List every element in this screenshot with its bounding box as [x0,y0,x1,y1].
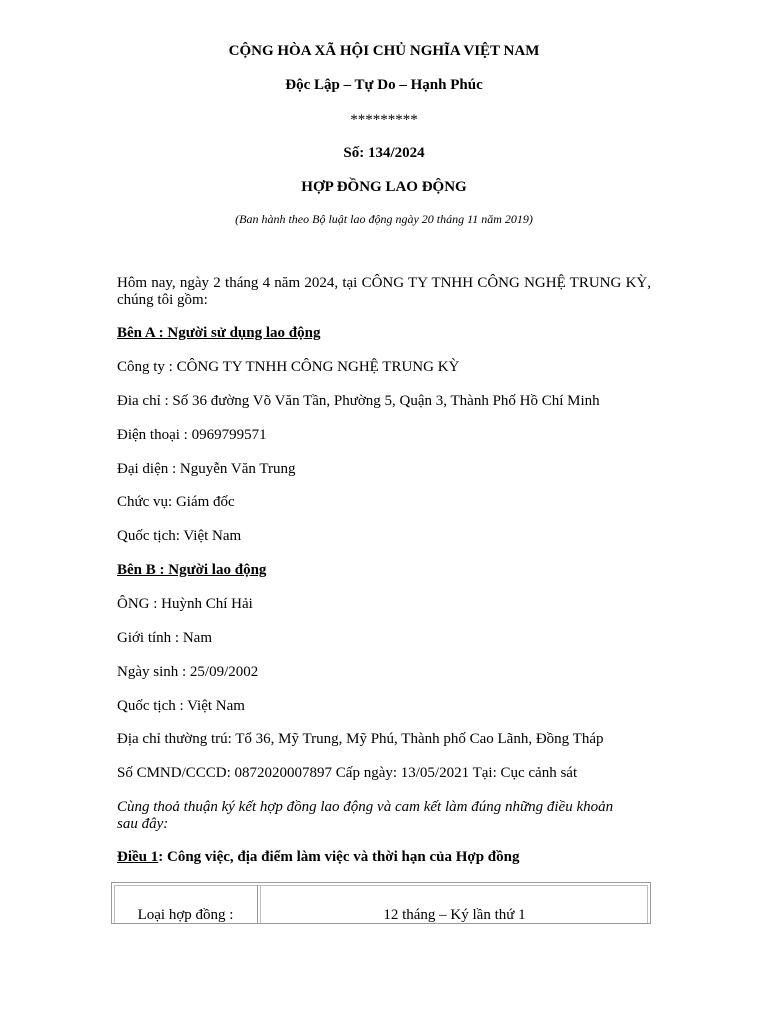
nation-heading: CỘNG HÒA XÃ HỘI CHỦ NGHĨA VIỆT NAM [228,43,540,59]
article-1-title: : Công việc, địa điểm làm việc và thời hạn của Hợp đồng [158,849,520,865]
party-b-id-card: Số CMND/CCCD: 0872020007897 Cấp ngày: 13/05/2021 Tại: Cục cảnh sát [117,765,578,781]
party-a-phone: Điện thoại : 0969799571 [117,427,267,443]
party-b-gender: Giới tính : Nam [117,630,213,646]
table-cell-label [114,885,258,923]
intro-paragraph: Hôm nay, ngày 2 tháng 4 năm 2024, tại CÔNG TY TNHH CÔNG NGHỆ TRUNG KỲ, chúng tôi gồm: [117,275,651,308]
contract-type-label: Loại hợp đồng : [137,907,234,923]
agreement-paragraph: Cùng thoả thuận ký kết hợp đồng lao động và cam kết làm đúng những điều khoản sau đây: [117,799,614,832]
party-b-nationality: Quốc tịch : Việt Nam [117,698,245,714]
party-b-dob: Ngày sinh : 25/09/2002 [117,664,259,680]
party-b-heading: Bên B : Người lao động [117,562,267,578]
table-cell-value [260,885,648,923]
party-a-heading: Bên A : Người sử dụng lao động [117,325,321,341]
motto: Độc Lập – Tự Do – Hạnh Phúc [285,77,483,93]
party-a-representative: Đại diện : Nguyễn Văn Trung [117,461,296,477]
contract-type-value: 12 tháng – Ký lần thứ 1 [383,907,526,923]
party-b-residence: Địa chỉ thường trú: Tổ 36, Mỹ Trung, Mỹ Phú, Thành phố Cao Lãnh, Đồng Tháp [117,731,604,747]
article-1-label: Điều 1 [117,849,159,865]
party-a-position: Chức vụ: Giám đốc [117,494,235,510]
party-a-nationality: Quốc tịch: Việt Nam [117,528,242,544]
document-subtitle: (Ban hành theo Bộ luật lao động ngày 20 tháng 11 năm 2019) [235,212,533,226]
article-1-heading [117,849,651,866]
party-a-company: Công ty : CÔNG TY TNHH CÔNG NGHỆ TRUNG KỲ [117,359,460,375]
party-b-name: ÔNG : Huỳnh Chí Hải [117,596,253,612]
contract-terms-table [111,882,651,924]
divider-stars: ********* [350,112,418,128]
contract-number: Số: 134/2024 [343,145,425,161]
document-title: HỢP ĐỒNG LAO ĐỘNG [301,179,467,195]
party-a-address: Đia chỉ : Số 36 đường Võ Văn Tần, Phường 5, Quận 3, Thành Phố Hồ Chí Minh [117,393,600,409]
